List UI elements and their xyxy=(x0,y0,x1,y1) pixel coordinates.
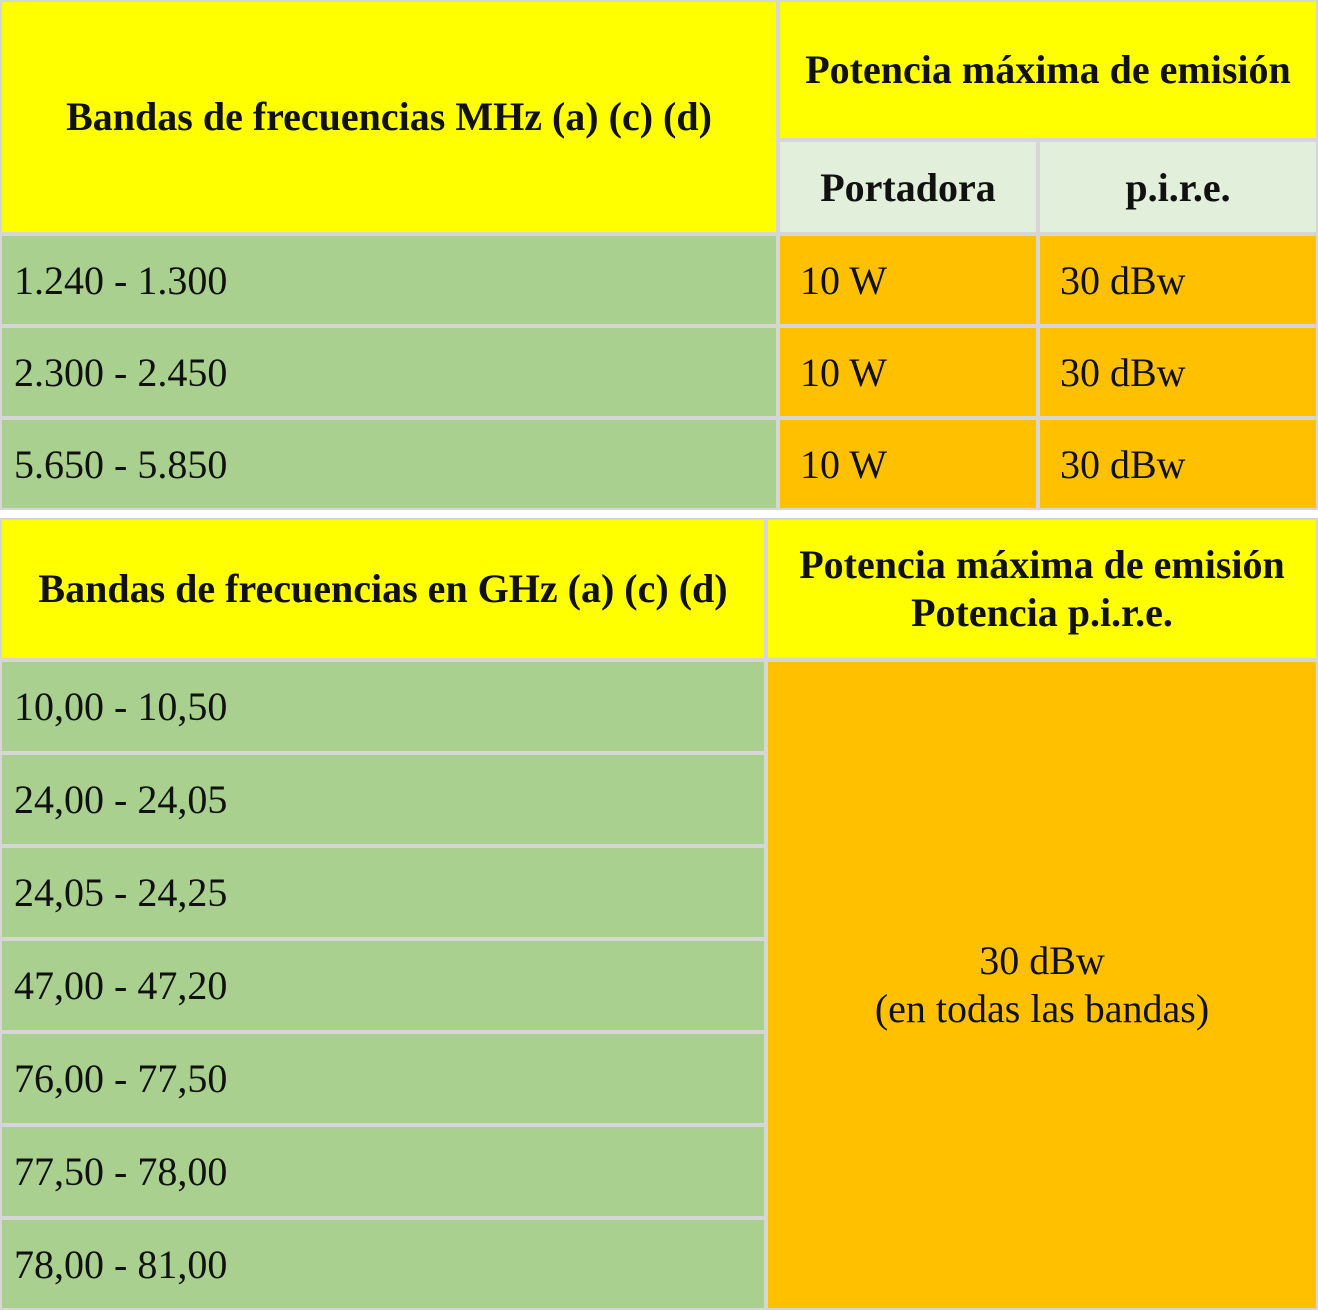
band-cell: 2.300 - 2.450 xyxy=(0,326,778,418)
mhz-band-header: Bandas de frecuencias MHz (a) (c) (d) xyxy=(0,0,778,234)
table-row xyxy=(0,418,1318,510)
table-row xyxy=(0,326,1318,418)
ghz-power-note: (en todas las bandas) xyxy=(874,986,1210,1031)
band-cell: 76,00 - 77,50 xyxy=(0,1032,766,1125)
ghz-power-value: 30 dBw xyxy=(979,938,1105,983)
ghz-power-value-cell xyxy=(766,660,1318,1310)
pire-cell: 30 dBw xyxy=(1038,418,1318,510)
band-cell: 24,05 - 24,25 xyxy=(0,846,766,939)
portadora-subheader: Portadora xyxy=(778,140,1038,234)
band-cell: 1.240 - 1.300 xyxy=(0,234,778,326)
ghz-power-header-line2: Potencia p.i.r.e. xyxy=(911,590,1173,635)
mhz-bands-table xyxy=(0,0,1318,510)
table-row xyxy=(0,234,1318,326)
table-row xyxy=(0,660,1318,753)
portadora-cell: 10 W xyxy=(778,234,1038,326)
pire-cell: 30 dBw xyxy=(1038,234,1318,326)
portadora-cell: 10 W xyxy=(778,418,1038,510)
ghz-power-header-line1: Potencia máxima de emisión xyxy=(799,542,1285,587)
mhz-power-header: Potencia máxima de emisión xyxy=(778,0,1318,140)
band-cell: 47,00 - 47,20 xyxy=(0,939,766,1032)
band-cell: 10,00 - 10,50 xyxy=(0,660,766,753)
ghz-band-header: Bandas de frecuencias en GHz (a) (c) (d) xyxy=(0,518,766,660)
portadora-cell: 10 W xyxy=(778,326,1038,418)
band-cell: 78,00 - 81,00 xyxy=(0,1218,766,1310)
ghz-power-header xyxy=(766,518,1318,660)
band-cell: 77,50 - 78,00 xyxy=(0,1125,766,1218)
pire-cell: 30 dBw xyxy=(1038,326,1318,418)
pire-subheader: p.i.r.e. xyxy=(1038,140,1318,234)
band-cell: 5.650 - 5.850 xyxy=(0,418,778,510)
band-cell: 24,00 - 24,05 xyxy=(0,753,766,846)
ghz-bands-table xyxy=(0,518,1318,1310)
